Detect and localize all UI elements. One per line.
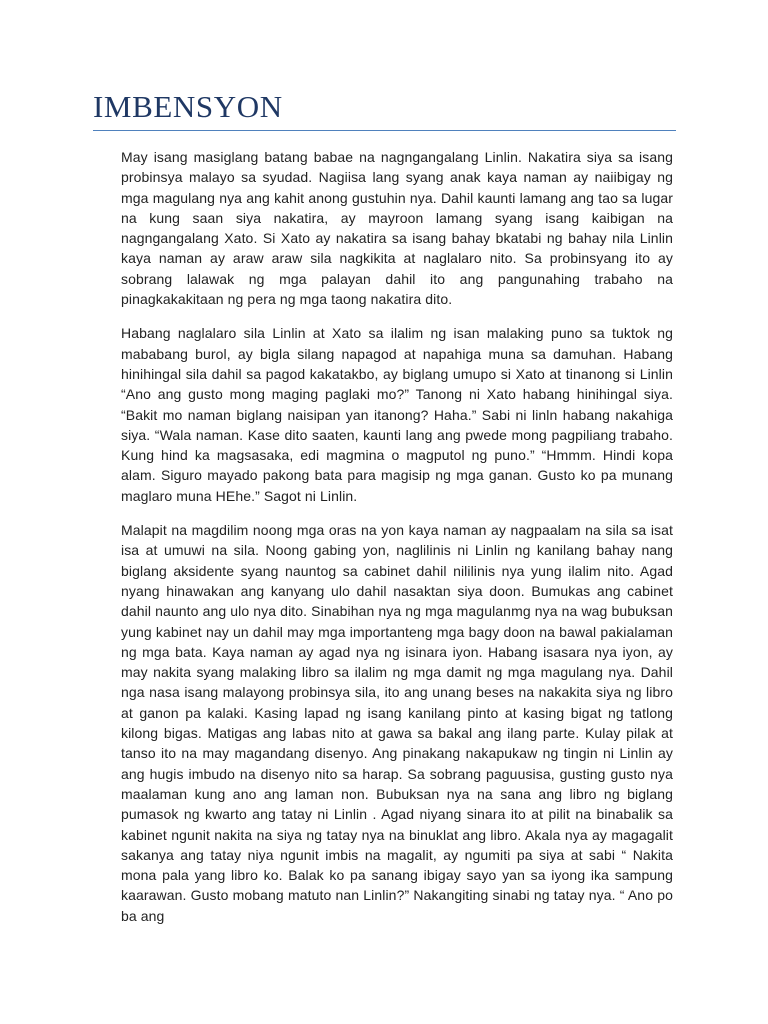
document-body (121, 147, 673, 926)
title-underline-rule (93, 130, 676, 131)
paragraph-3: Malapit na magdilim noong mga oras na yon kaya naman ay nagpaalam na sila sa isat isa at umuwi na sila. Noong gabing yon, naglilinis ni Linlin ng kanilang bahay nang biglang aksidente syang nauntog sa cabinet dahil nililinis nya yung ilalim nito. Agad nyang hinawakan ang kanyang ulo dahil nasaktan siya doon. Bumukas ang cabinet dahil naunto ang ulo nya dito. Sinabihan nya ng mga magulanmg nya na wag bubuksan yung kabinet nay un dahil may mga importanteng mga bagy doon na bawal pakialaman ng mga bata. Kaya naman ay agad nya ng isinara iyon. Habang isasara nya iyon, ay may nakita syang malaking libro sa ilalim ng mga damit ng mga magulang nya. Dahil nga nasa isang malayong probinsya sila, ito ang unang beses na nakakita siya ng libro at ganon pa kalaki. Kasing lapad ng isang kanilang pinto at kasing bigat ng tatlong kilong bigas. Matigas ang labas nito at gawa sa bakal ang ilang parte. Kulay pilak at tanso ito na may magandang disenyo. Ang pinakang nakapukaw ng tingin ni Linlin ay ang hugis imbudo na disenyo nito sa harap. Sa sobrang paguusisa, gusting gusto nya maalaman kung ano ang laman non. Bubuksan nya na sana ang libro ng biglang pumasok ng kwarto ang tatay ni Linlin . Agad niyang sinara ito at pilit na binabalik sa kabinet ngunit nakita na siya ng tatay nya na binuklat ang libro. Akala nya ay magagalit sakanya ang tatay niya ngunit imbis na magalit, ay ngumiti pa siya at sabi “ Nakita mona pala yang libro ko. Balak ko pa sanang ibigay sayo yan sa iyong ika sampung kaarawan. Gusto mobang matuto nan Linlin?” Nakangiting sinabi ng tatay nya. “ Ano po ba ang (121, 522, 673, 924)
paragraph-2: Habang naglalaro sila Linlin at Xato sa ilalim ng isan malaking puno sa tuktok ng mababang burol, ay bigla silang napagod at napahiga muna sa damuhan. Habang hinihingal sila dahil sa pagod kakatakbo, ay biglang umupo si Xato at tinanong si Linlin “Ano ang gusto mong maging paglaki mo?” Tanong ni Xato habang hinihingal siya. “Bakit mo naman biglang naisipan yan itanong? Haha.” Sabi ni linln habang nakahiga siya. “Wala naman. Kase dito saaten, kaunti lang ang pwede mong pagpiliang trabaho. Kung hind ka magsasaka, edi magmina o magputol ng puno.” “Hmmm. Hindi kopa alam. Siguro mayado pakong bata para magisip ng mga ganan. Gusto ko pa munang maglaro muna HEhe.” Sagot ni Linlin. (121, 325, 673, 504)
document-title: IMBENSYON (93, 89, 283, 124)
paragraph-1: May isang masiglang batang babae na nagngangalang Linlin. Nakatira siya sa isang probinsya malayo sa syudad. Nagiisa lang syang anak kaya naman ay naiibigay ng mga magulang nya ang kahit anong gustuhin nya. Dahil kaunti lamang ang tao sa lugar na kung saan siya nakatira, ay mayroon lamang syang isang kaibigan na nagngangalang Xato. Si Xato ay nakatira sa isang bahay bkatabi ng bahay nila Linlin kaya naman ay araw araw sila nagkikita at naglalaro nito. Sa probinsyang ito ay sobrang lalawak ng mga palayan dahil ito ang pangunahing trabaho na pinagkakakitaan ng pera ng mga taong nakatira dito. (121, 149, 673, 308)
title-block (93, 89, 676, 131)
